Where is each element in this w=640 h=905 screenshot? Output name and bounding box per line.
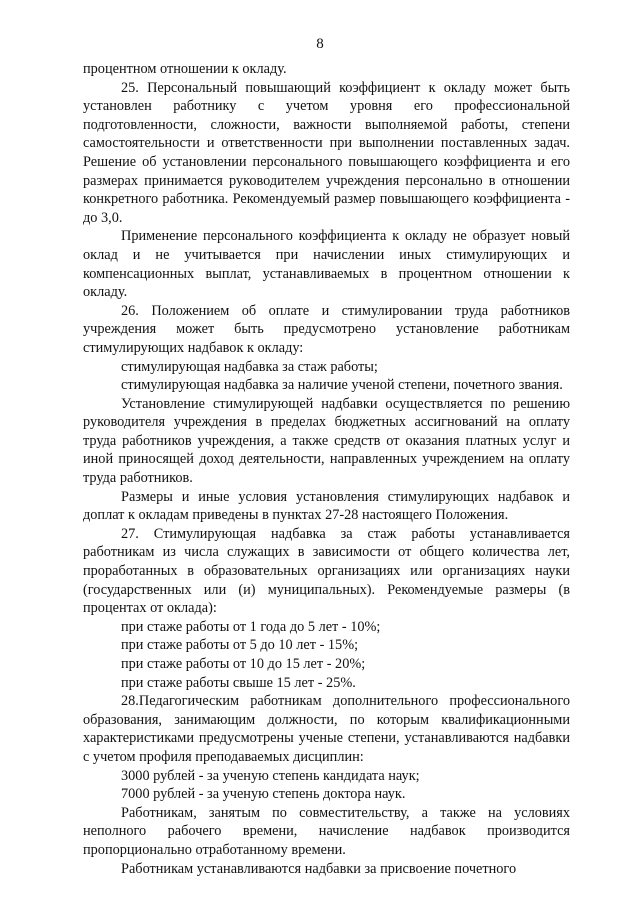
paragraph: 7000 рублей - за ученую степень доктора наук. bbox=[121, 786, 406, 803]
paragraph: Работникам устанавливаются надбавки за присвоение почетного bbox=[121, 860, 517, 877]
paragraph: стимулирующая надбавка за наличие ученой степени, почетного звания. bbox=[121, 377, 563, 394]
paragraph: стимулирующая надбавка за стаж работы; bbox=[121, 358, 378, 375]
paragraph: Работникам, занятым по совместительству, а также на условиях неполного рабочего времени, начисление надбавок производится пропорционально отработанному времени. bbox=[83, 804, 570, 858]
paragraph: 25. Персональный повышающий коэффициент к окладу может быть установлен работнику с учетом уровня его профессиональной подготовленности, сложности, важности выполняемой работы, степени самостоятельности и ответственности при выполнении поставленных задач. Решение об установлении персонального повышающего коэффициента и его размерах принимается руководителем учреждения персонально в отношении конкретного работника. Рекомендуемый размер повышающего коэффициента - до 3,0. bbox=[83, 79, 570, 226]
paragraph: Размеры и иные условия установления стимулирующих надбавок и доплат к окладам приведены в пунктах 27-28 настоящего Положения. bbox=[83, 488, 570, 524]
paragraph: при стаже работы от 1 года до 5 лет - 10%; bbox=[121, 618, 381, 635]
paragraph: 27. Стимулирующая надбавка за стаж работы устанавливается работникам из числа служащих в зависимости от общего количества лет, проработанных в образовательных организациях или организациях науки (государственных или (и) муниципальных). Рекомендуемые размеры (в процентах от оклада): bbox=[83, 525, 570, 617]
page-number: 8 bbox=[316, 36, 324, 52]
paragraph: 26. Положением об оплате и стимулировании труда работников учреждения может быть предусмотрено установление работникам стимулирующих надбавок к окладу: bbox=[83, 302, 570, 356]
document-body bbox=[83, 60, 570, 878]
paragraph: 3000 рублей - за ученую степень кандидата наук; bbox=[121, 767, 420, 784]
paragraph: при стаже работы свыше 15 лет - 25%. bbox=[121, 674, 356, 691]
paragraph: Применение персонального коэффициента к окладу не образует новый оклад и не учитывается при начислении иных стимулирующих и компенсационных выплат, устанавливаемых в процентном отношении к окладу. bbox=[83, 228, 570, 301]
paragraph: Установление стимулирующей надбавки осуществляется по решению руководителя учреждения в пределах бюджетных ассигнований на оплату труда работников учреждения, а также средств от оказания платных услуг и иной приносящей доход деятельности, направленных учреждением на оплату труда работников. bbox=[83, 395, 570, 487]
paragraph: при стаже работы от 5 до 10 лет - 15%; bbox=[121, 637, 359, 654]
paragraph: 28.Педагогическим работникам дополнительного профессионального образования, занимающим должности, по которым квалификационными характеристиками предусмотрены ученые степени, устанавливаются надбавки с учетом профиля преподаваемых дисциплин: bbox=[83, 693, 570, 765]
paragraph: процентном отношении к окладу. bbox=[83, 61, 287, 77]
paragraph: при стаже работы от 10 до 15 лет - 20%; bbox=[121, 656, 366, 672]
